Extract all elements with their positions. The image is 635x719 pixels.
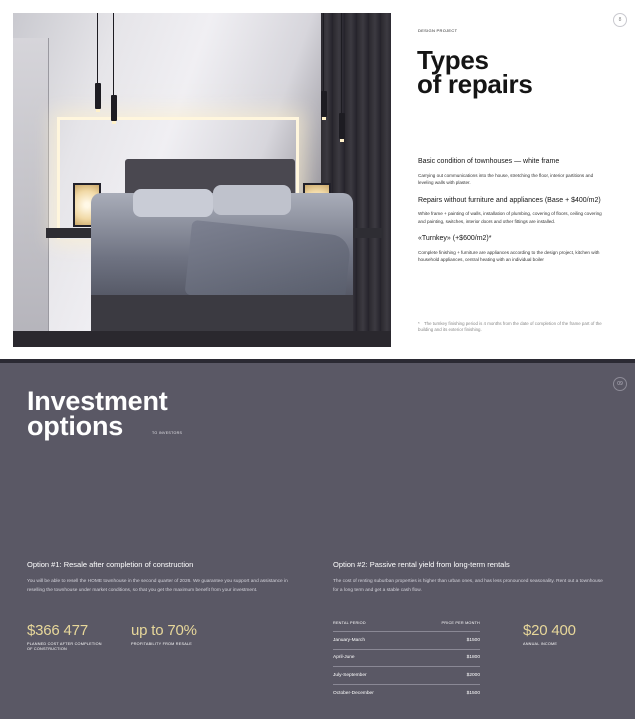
repair-text: White frame + painting of walls, installation of plumbing, covering of floors, ceiling covering and painting, switches, interior doors and other fittings are installed.: [418, 211, 602, 224]
section-tag: TO INVESTORS: [152, 431, 183, 435]
rental-period: July-September: [333, 672, 367, 678]
footnote-text: The turnkey finishing period is 4 months from the date of completion of the frame part of the building and its exterior finishing.: [418, 321, 602, 332]
table-row: [333, 667, 480, 685]
page-title: Investment options: [27, 386, 168, 441]
rental-period: April-June: [333, 655, 355, 661]
list-item: [418, 158, 608, 187]
column-header-period: RENTAL PERIOD: [333, 621, 366, 625]
stat-planned-cost-value: $366 477: [27, 622, 88, 639]
table-header: [333, 621, 480, 632]
table-row: [333, 632, 480, 650]
rental-period: October-December: [333, 690, 374, 696]
page-number: 8: [613, 13, 627, 27]
repair-types-list: [418, 158, 608, 274]
column-header-price: PRICE PER MONTH: [441, 621, 480, 625]
option1-text: You will be able to resell the HOME townhouse in the second quarter of 2026. We guarantee you support and assistance in reselling the townhouse under market conditions, so that you get the maximum benefit from your investment.: [27, 579, 288, 593]
rental-table: [333, 621, 480, 702]
bed-base: [91, 295, 353, 335]
option1-title: Option #1: Resale after completion of construction: [27, 560, 194, 569]
stat-planned-cost-label: PLANNED COST AFTER COMPLETION OF CONSTRUCTION: [27, 642, 102, 652]
table-row: [333, 650, 480, 668]
stat-annual-income-value: $20 400: [523, 622, 576, 639]
pendant-lamp: [321, 91, 327, 117]
rental-price: $2000: [466, 672, 480, 678]
repair-heading: Repairs without furniture and appliances (Base + $400/m2): [418, 196, 601, 204]
slide-types-of-repairs: [0, 0, 635, 359]
pendant-lamp: [111, 95, 117, 121]
floor: [13, 331, 391, 347]
section-kicker: DESIGN PROJECT: [418, 28, 458, 33]
pillow: [213, 185, 291, 215]
footnote-star: *: [418, 321, 420, 326]
option2-title: Option #2: Passive rental yield from long-term rentals: [333, 560, 510, 569]
pillow: [133, 189, 213, 217]
footnote: [418, 321, 608, 333]
stat-profitability-value: up to 70%: [131, 622, 197, 639]
repair-text: Carrying out communications into the house, stretching the floor, interior partitions and leveling walls with plaster.: [418, 172, 594, 186]
rental-price: $1500: [466, 637, 480, 643]
list-item: [418, 235, 608, 264]
page-number: 09: [613, 377, 627, 391]
table-row: [333, 685, 480, 703]
repair-heading: «Turnkey» (+$600/m2)*: [418, 235, 492, 243]
stat-profitability-label: PROFITABILITY FROM RESALE: [131, 642, 192, 646]
repair-heading: Basic condition of townhouses — white frame: [418, 158, 560, 165]
option2-text: The cost of renting suburban properties is higher than urban ones, and has less pronounced seasonality. Rent out a townhouse for a long term and get a stable cash flow.: [333, 579, 603, 593]
pendant-lamp: [339, 113, 345, 139]
rental-price: $1500: [466, 690, 480, 696]
repair-text: Complete finishing + furniture are appliances according to the design project, kitchen with household appliances, central heating with an individual boiler: [418, 249, 600, 263]
bedroom-photo: [13, 13, 391, 347]
rental-period: January-March: [333, 637, 365, 643]
list-item: [418, 197, 608, 226]
slide-investment-options: [0, 363, 635, 719]
page-title: Types of repairs: [417, 45, 533, 99]
stat-annual-income-label: ANNUAL INCOME: [523, 642, 558, 646]
pendant-lamp: [95, 83, 101, 109]
door: [13, 38, 49, 347]
rental-price: $1800: [466, 655, 480, 661]
